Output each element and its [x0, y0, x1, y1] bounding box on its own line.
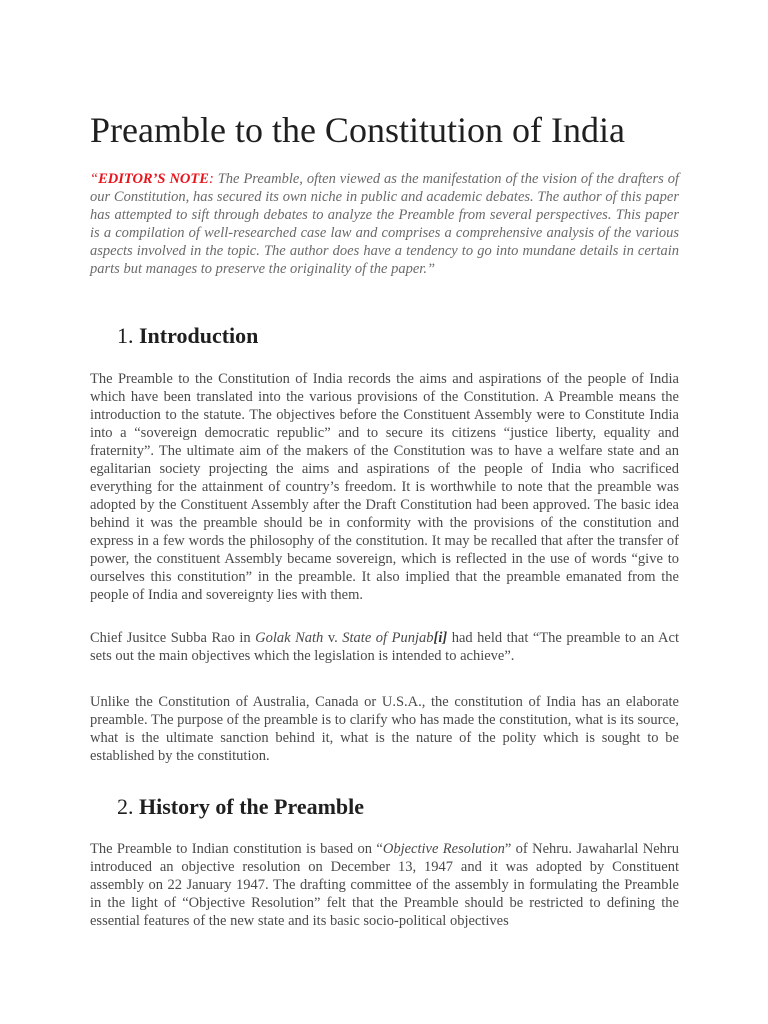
case-name-golak-nath: Golak Nath: [255, 630, 324, 646]
section-1-paragraph-2: [90, 629, 679, 665]
editors-note-text: The Preamble, often viewed as the manifestation of the vision of the drafters of our Constitution, has secured its own niche in public and academic debates. The author of this paper has attempted to sift through debates to analyze the Preamble from several perspectives. This paper is a compilation of well-researched case law and comprises a comprehensive analysis of the various aspects involved in the topic. The author does have a tendency to go into mundane details in certain parts but manages to preserve the originality of the paper.”: [90, 171, 679, 277]
section-2-title: History of the Preamble: [139, 794, 365, 819]
s2p1-lead: The Preamble to Indian constitution is based on “: [90, 841, 383, 857]
para2-versus: v.: [323, 630, 343, 646]
section-1-paragraph-1: The Preamble to the Constitution of India records the aims and aspirations of the people of India which have been translated into the various provisions of the Constitution. A Preamble means the introduction to the statute. The objectives before the Constituent Assembly were to Constitute India into a “sovereign democratic republic” and to secure its citizens “justice liberty, equality and fraternity”. The ultimate aim of the makers of the Constitution was to have a welfare state and an egalitarian society projecting the aims and aspirations of the people of India who sacrificed everything for the attainment of country’s freedom. It is worthwhile to note that the preamble was adopted by the Constituent Assembly after the Draft Constitution had been approved. The basic idea behind it was the preamble should be in conformity with the provisions of the constitution and express in a few words the philosophy of the constitution. It may be recalled that after the transfer of power, the constituent Assembly became sovereign, which is reflected in the use of words “give to ourselves this constitution” in the preamble. It also implied that the preamble emanated from the people of India and sovereignty lies with them.: [90, 371, 679, 603]
section-2-heading: [117, 793, 364, 821]
editors-note-label: EDITOR’S NOTE: [98, 171, 209, 187]
para2-rest: had held that “The preamble to an Act sets out the main objectives which the legislation is intended to achieve”.: [90, 630, 679, 664]
page-title: Preamble to the Constitution of India: [90, 110, 625, 150]
section-2-number: 2.: [117, 794, 139, 819]
editors-note-open-quote: “: [90, 171, 99, 187]
section-1-number: 1.: [117, 323, 139, 348]
section-1-title: Introduction: [139, 323, 259, 348]
para2-lead: Chief Jusitce Subba Rao in: [90, 630, 256, 646]
section-1-paragraph-3: Unlike the Constitution of Australia, Canada or U.S.A., the constitution of India has an elaborate preamble. The purpose of the preamble is to clarify who has made the constitution, what is its source, what is the ultimate sanction behind it, what is the nature of the polity which is sought to be established by the constitution.: [90, 694, 679, 764]
footnote-reference-link[interactable]: [i]: [433, 630, 448, 646]
objective-resolution-term: Objective Resolution: [382, 841, 505, 857]
editors-note-colon: :: [208, 171, 214, 187]
s2p1-rest: ” of Nehru. Jawaharlal Nehru introduced an objective resolution on December 13, 1947 and it was adopted by Constituent assembly on 22 January 1947. The drafting committee of the assembly in formulating the Preamble in the light of “Objective Resolution” felt that the Preamble should be restricted to defining the essential features of the new state and its basic socio-political objectives: [90, 841, 679, 929]
editors-note: [90, 170, 679, 278]
section-1-heading: [117, 322, 258, 350]
case-name-state-of-punjab: State of Punjab: [342, 630, 434, 646]
section-2-paragraph-1: [90, 840, 679, 930]
